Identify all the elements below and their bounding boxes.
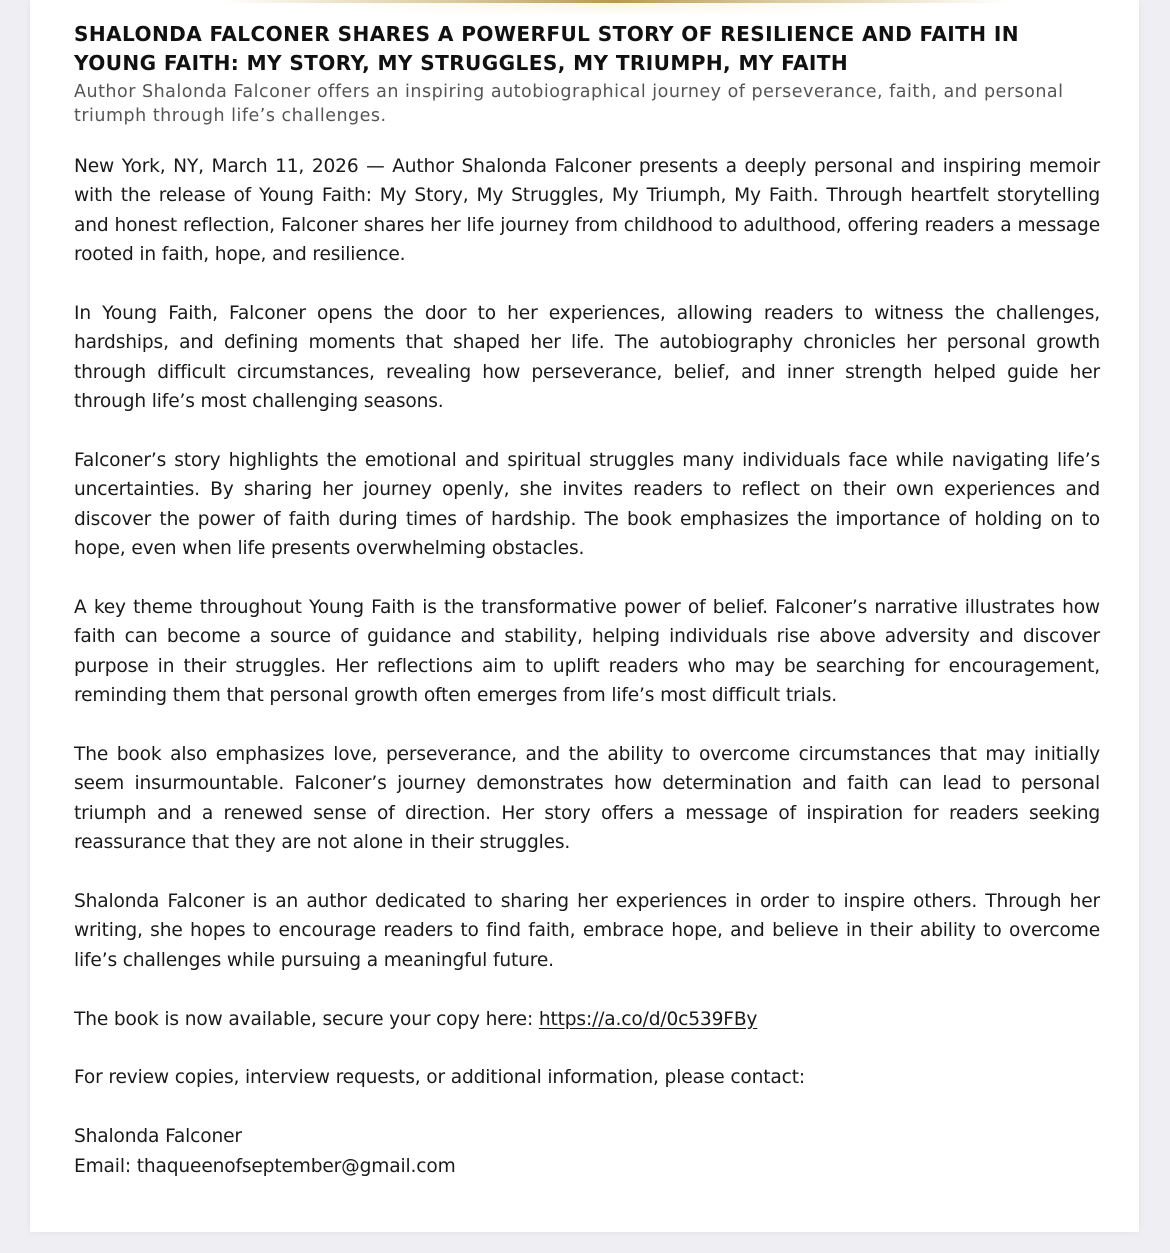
headline: SHALONDA FALCONER SHARES A POWERFUL STORY OF RESILIENCE AND FAITH IN YOUNG FAITH: MY STORY, MY STRUGGLES, MY TRIUMPH, MY FAITH	[74, 22, 1019, 75]
contact-intro: For review copies, interview requests, or additional information, please contact:	[74, 1067, 805, 1089]
press-release-content	[74, 20, 1100, 1181]
purchase-link[interactable]: https://a.co/d/0c539FBy	[538, 1008, 758, 1030]
spacer	[74, 1034, 1100, 1063]
paragraph-struggles: Falconer’s story highlights the emotional and spiritual struggles many individuals face while navigating life’s uncertainties. By sharing her journey openly, she invites readers to reflect on their own experiences and discover the power of faith during times of hardship. The book emphasizes the importance of holding on to hope, even when life presents overwhelming obstacles.	[74, 450, 1100, 560]
subheadline: Author Shalonda Falconer offers an inspiring autobiographical journey of perseverance, faith, and personal triumph through life’s challenges.	[74, 82, 1064, 126]
contact-name: Shalonda Falconer	[74, 1126, 242, 1148]
availability-text: The book is now available, secure your copy here:	[74, 1008, 539, 1030]
paragraph-author-bio: Shalonda Falconer is an author dedicated to sharing her experiences in order to inspire others. Through her writing, she hopes to encourage readers to find faith, embrace hope, and believe in their ability to overcome life’s challenges while pursuing a meaningful future.	[74, 891, 1100, 971]
availability-line	[74, 1005, 1100, 1034]
contact-email-line	[74, 1152, 1100, 1181]
paragraph-belief: A key theme throughout Young Faith is the transformative power of belief. Falconer’s narrative illustrates how faith can become a source of guidance and stability, helping individuals rise above adversity and discover purpose in their struggles. Her reflections aim to uplift readers who may be searching for encouragement, reminding them that personal growth often emerges from life’s most difficult trials.	[74, 597, 1100, 707]
press-release-page	[30, 0, 1139, 1232]
contact-email[interactable]: thaqueenofseptember@gmail.com	[136, 1155, 456, 1177]
spacer	[74, 1093, 1100, 1122]
paragraph-perseverance: The book also emphasizes love, perseverance, and the ability to overcome circumstances that may initially seem insurmountable. Falconer’s journey demonstrates how determination and faith can lead to personal triumph and a renewed sense of direction. Her story offers a message of inspiration for readers seeking reassurance that they are not alone in their struggles.	[74, 744, 1100, 854]
gold-divider-glow	[290, 3, 940, 17]
paragraph-experiences: In Young Faith, Falconer opens the door to her experiences, allowing readers to witness the challenges, hardships, and defining moments that shaped her life. The autobiography chronicles her personal growth through difficult circumstances, revealing how perseverance, belief, and inner strength helped guide her through life’s most challenging seasons.	[74, 303, 1100, 413]
paragraph-intro: New York, NY, March 11, 2026 — Author Shalonda Falconer presents a deeply personal and inspiring memoir with the release of Young Faith: My Story, My Struggles, My Triumph, My Faith. Through heartfelt storytelling and honest reflection, Falconer shares her life journey from childhood to adulthood, offering readers a message rooted in faith, hope, and resilience.	[74, 156, 1100, 266]
body-text	[74, 152, 1100, 1181]
email-label: Email:	[74, 1155, 137, 1177]
